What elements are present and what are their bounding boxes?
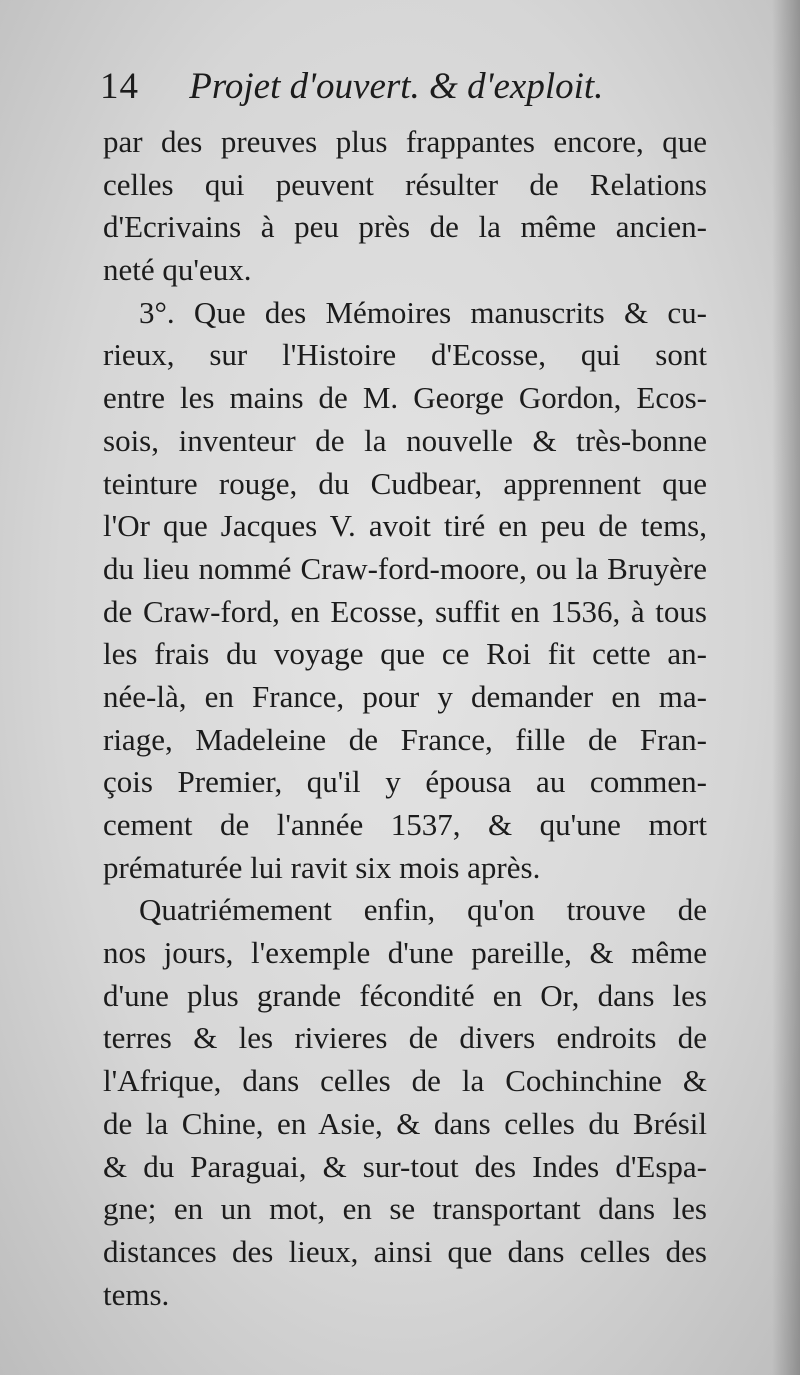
text-line: de Craw-ford, en Ecosse, suffit en 1536, à tous — [103, 593, 707, 629]
text-line: d'une plus grande fécondité en Or, dans les — [103, 977, 707, 1013]
body-text — [103, 121, 707, 1316]
running-title: Projet d'ouvert. & d'exploit. — [189, 66, 604, 107]
text-line: terres & les rivieres de divers endroits de — [103, 1020, 707, 1056]
text-line: l'Or que Jacques V. avoit tiré en peu de tems, — [103, 508, 707, 544]
text-line: par des preuves plus frappantes encore, que — [103, 124, 707, 159]
text-line: & du Paraguai, & sur-tout des Indes d'Espa- — [103, 1148, 707, 1184]
page-edge-shadow — [772, 0, 800, 1375]
text-line: née-là, en France, pour y demander en ma- — [103, 678, 707, 714]
text-line: gne; en un mot, en se transportant dans les — [103, 1191, 707, 1227]
text-line: Quatriémement enfin, qu'on trouve de — [139, 892, 707, 928]
text-line: l'Afrique, dans celles de la Cochinchine & — [103, 1063, 707, 1099]
page-header — [100, 62, 720, 112]
text-line: tems. — [103, 1276, 170, 1312]
text-line: nos jours, l'exemple d'une pareille, & même — [103, 935, 707, 971]
text-line: d'Ecrivains à peu près de la même ancien- — [103, 209, 707, 245]
text-line: 3°. Que des Mémoires manuscrits & cu- — [139, 294, 707, 330]
text-line: neté qu'eux. — [103, 252, 252, 288]
text-line: prématurée lui ravit six mois après. — [103, 849, 541, 885]
text-line: çois Premier, qu'il y épousa au commen- — [103, 764, 707, 800]
page-number: 14 — [100, 66, 139, 107]
text-line: les frais du voyage que ce Roi fit cette an- — [103, 636, 707, 672]
text-line: sois, inventeur de la nouvelle & très-bonne — [103, 422, 707, 458]
text-line: rieux, sur l'Histoire d'Ecosse, qui sont — [103, 337, 707, 373]
text-line: du lieu nommé Craw-ford-moore, ou la Bruyère — [103, 550, 707, 586]
text-line: entre les mains de M. George Gordon, Ecos- — [103, 380, 707, 416]
text-line: cement de l'année 1537, & qu'une mort — [103, 807, 707, 842]
text-line: distances des lieux, ainsi que dans celles des — [103, 1233, 707, 1269]
text-line: riage, Madeleine de France, fille de Fran- — [103, 721, 707, 757]
text-line: celles qui peuvent résulter de Relations — [103, 166, 707, 202]
text-line: teinture rouge, du Cudbear, apprennent que — [103, 465, 707, 501]
text-line: de la Chine, en Asie, & dans celles du Brésil — [103, 1105, 707, 1141]
